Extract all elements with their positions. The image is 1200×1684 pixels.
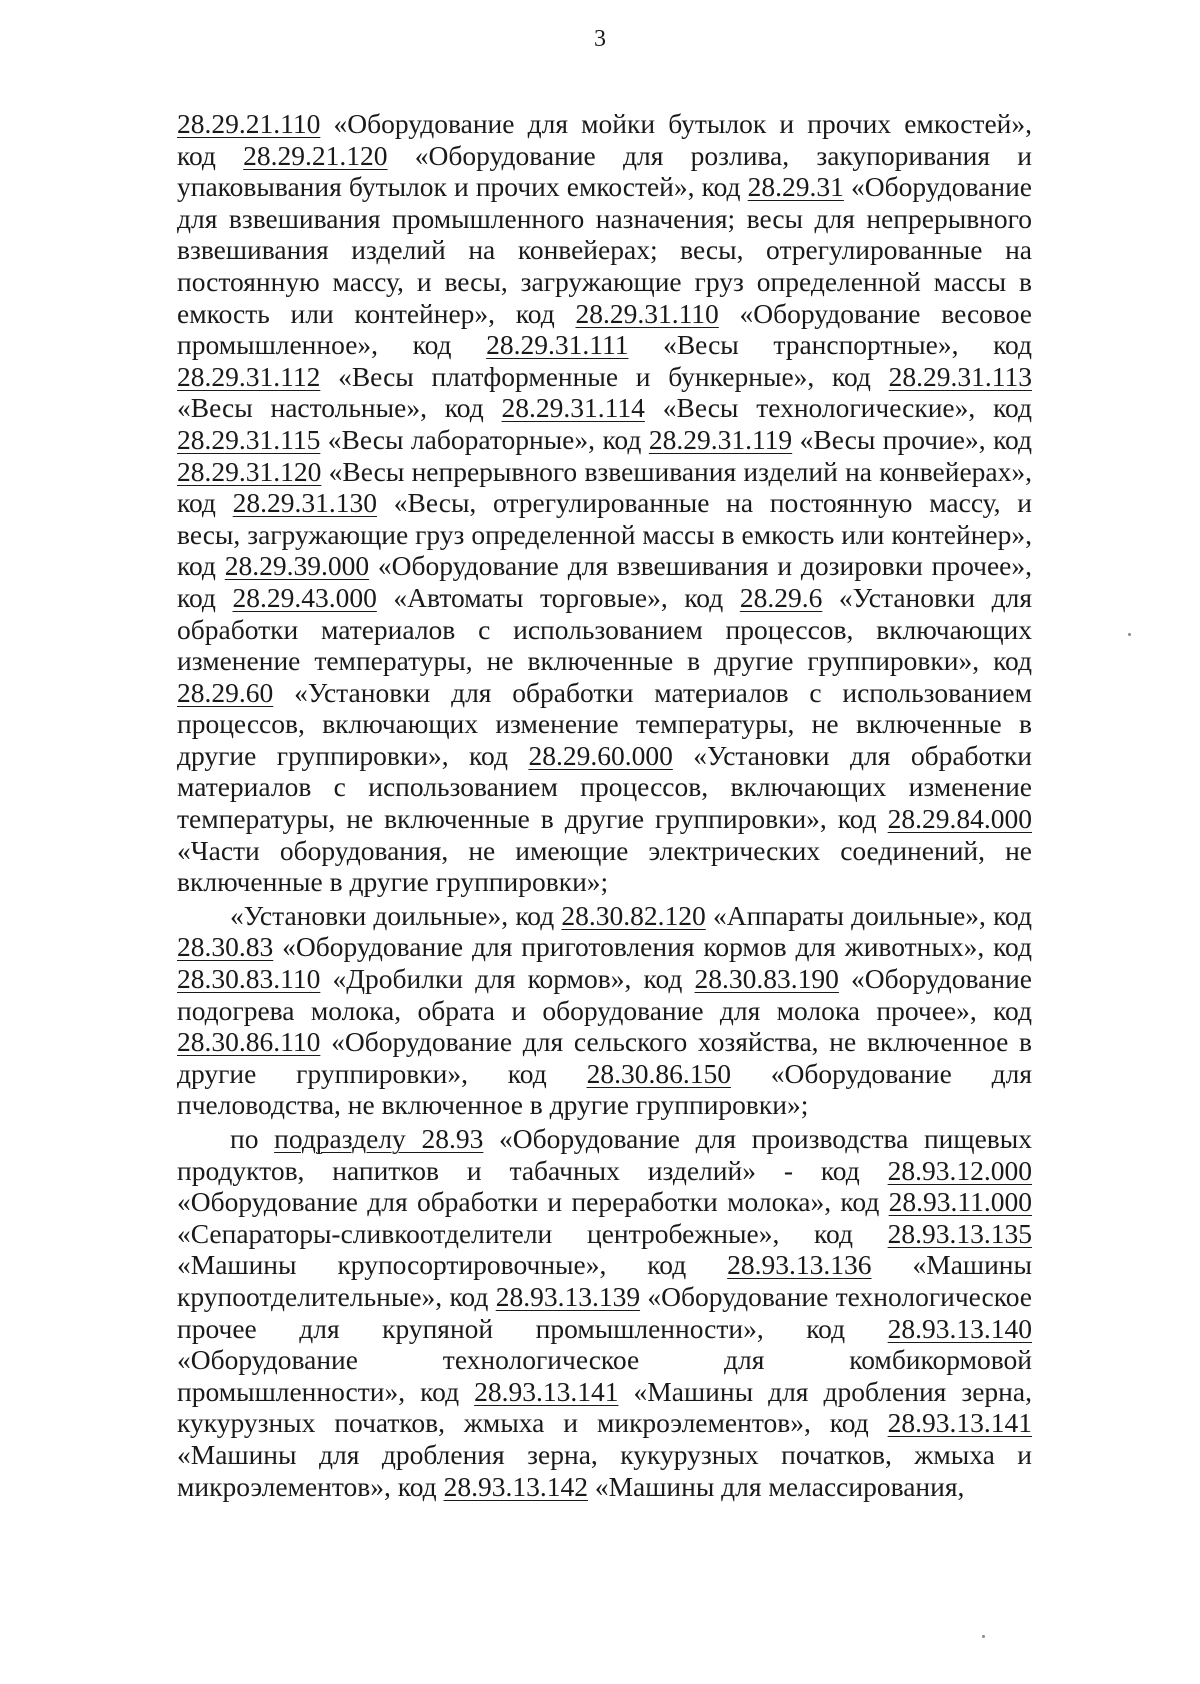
code-reference-link[interactable]: 28.30.83.190 (694, 963, 839, 995)
code-reference-link[interactable]: 28.93.13.139 (495, 1280, 641, 1312)
body-text-run: «Машины крупосортировочные», код (177, 1249, 728, 1281)
code-reference-link[interactable]: 28.29.31.130 (232, 487, 378, 519)
body-text-run: «Машины для дробления зерна, кукурузных початков, жмыха и микроэлементов», код (177, 1375, 1032, 1439)
code-reference-link[interactable]: 28.29.60.000 (528, 739, 673, 771)
code-reference-link[interactable]: 28.30.86.110 (177, 1026, 321, 1058)
code-reference-link[interactable]: 28.29.39.000 (224, 550, 370, 582)
scan-speck (982, 1635, 985, 1638)
body-text-run: «Весы настольные», код (177, 392, 502, 424)
code-reference-link[interactable]: 28.29.31.111 (486, 329, 629, 361)
page-number: 3 (594, 26, 606, 52)
code-reference-link[interactable]: 28.29.31.113 (888, 360, 1032, 392)
body-text-run: «Весы непрерывного взвешивания изделий на конвейерах», код (177, 455, 1032, 519)
code-reference-link[interactable]: 28.93.13.142 (443, 1470, 588, 1502)
code-reference-link[interactable]: 28.29.31 (747, 171, 844, 203)
code-reference-link[interactable]: 28.93.13.136 (727, 1249, 872, 1281)
body-text-run: «Весы лабораторные», код (320, 423, 649, 455)
body-text-run: «Оборудование для мойки бутылок и прочих емкостей», код (177, 108, 1032, 171)
body-text-run: по (230, 1123, 275, 1154)
paragraph-1 (177, 108, 1032, 898)
code-reference-link[interactable]: подразделу 28.93 (274, 1123, 484, 1154)
body-text-run: «Оборудование для производства пищевых продуктов, напитков и табачных изделий» - код (177, 1123, 1032, 1186)
code-reference-link[interactable]: 28.93.13.140 (887, 1312, 1032, 1344)
code-reference-link[interactable]: 28.30.82.120 (561, 899, 706, 931)
body-text-run: «Установки для обработки материалов с использованием процессов, включающих изменение температуры, не включенные в другие группировки», код (177, 739, 1032, 835)
code-reference-link[interactable]: 28.29.31.114 (501, 392, 645, 424)
code-reference-link[interactable]: 28.29.31.120 (177, 455, 322, 487)
body-text-run: «Установки доильные», код (230, 899, 562, 931)
body-text-run: «Оборудование для взвешивания промышленного назначения; весы для непрерывного взвешивания изделий на конвейерах; весы, отрегулированные на постоянную массу, и весы, загружающие груз определенной массы в емкость или контейнер», код (177, 171, 1032, 329)
body-text-run: «Сепараторы-сливкоотделители центробежные», код (177, 1217, 888, 1249)
body-text-run: «Оборудование для пчеловодства, не включенное в другие группировки»; (177, 1057, 1032, 1121)
body-text-run: «Оборудование технологическое прочее для крупяной промышленности», код (177, 1280, 1032, 1344)
code-reference-link[interactable]: 28.30.86.150 (586, 1057, 731, 1089)
code-reference-link[interactable]: 28.29.31.110 (575, 297, 719, 329)
document-body (177, 108, 1032, 1502)
body-text-run: «Установки для обработки материалов с использованием процессов, включающих изменение температуры, не включенные в другие группировки», код (177, 676, 1032, 771)
body-text-run: «Оборудование для приготовления кормов для животных», код (273, 931, 1032, 963)
body-text-run: «Части оборудования, не имеющие электрических соединений, не включенные в другие группировки»; (177, 834, 1032, 898)
code-reference-link[interactable]: 28.29.60 (177, 676, 274, 708)
body-text-run: «Весы прочие», код (792, 423, 1032, 455)
body-text-run: «Оборудование весовое промышленное», код (177, 297, 1032, 361)
code-reference-link[interactable]: 28.29.43.000 (232, 581, 377, 613)
body-text-run: «Оборудование для обработки и переработки молока», код (177, 1186, 889, 1218)
code-reference-link[interactable]: 28.93.12.000 (887, 1154, 1032, 1186)
code-reference-link[interactable]: 28.29.84.000 (887, 803, 1032, 835)
code-reference-link[interactable]: 28.29.31.112 (177, 360, 321, 392)
code-reference-link[interactable]: 28.29.31.115 (177, 423, 321, 455)
body-text-run: «Весы платформенные и бункерные», код (320, 360, 889, 392)
code-reference-link[interactable]: 28.30.83 (177, 931, 274, 963)
code-reference-link[interactable]: 28.29.21.120 (243, 139, 388, 171)
body-text-run: «Оборудование технологическое для комбикормовой промышленности», код (177, 1344, 1032, 1407)
body-text-run: «Машины крупоотделительные», код (177, 1249, 1032, 1312)
body-text-run: «Оборудование для розлива, закупоривания и упаковывания бутылок и прочих емкостей», код (177, 139, 1032, 203)
paragraph-3 (177, 1123, 1032, 1502)
body-text-run: «Оборудование для сельского хозяйства, не включенное в другие группировки», код (177, 1026, 1032, 1089)
body-text-run: «Оборудование для взвешивания и дозировки прочее», код (177, 550, 1032, 613)
code-reference-link[interactable]: 28.93.13.135 (887, 1217, 1032, 1249)
code-reference-link[interactable]: 28.30.83.110 (177, 963, 321, 995)
code-reference-link[interactable]: 28.29.21.110 (177, 108, 321, 139)
code-reference-link[interactable]: 28.93.13.141 (474, 1375, 619, 1407)
code-reference-link[interactable]: 28.93.11.000 (888, 1186, 1032, 1218)
body-text-run: «Установки для обработки материалов с использованием процессов, включающих изменение температуры, не включенные в другие группировки», код (177, 581, 1033, 677)
body-text-run: «Машины для дробления зерна, кукурузных початков, жмыха и микроэлементов», код (177, 1438, 1032, 1502)
scan-speck (1128, 633, 1131, 636)
code-reference-link[interactable]: 28.29.6 (739, 581, 823, 613)
body-text-run: «Аппараты доильные», код (705, 899, 1032, 931)
body-text-run: «Оборудование подогрева молока, обрата и оборудование для молока прочее», код (177, 963, 1033, 1026)
body-text-run: «Машины для мелассирования, (587, 1470, 965, 1502)
body-text-run: «Весы транспортные», код (628, 329, 1032, 361)
code-reference-link[interactable]: 28.29.31.119 (648, 423, 793, 455)
body-text-run: «Дробилки для кормов», код (320, 963, 695, 995)
body-text-run: «Автоматы торговые», код (376, 581, 740, 613)
body-text-run: «Весы технологические», код (644, 392, 1032, 424)
code-reference-link[interactable]: 28.93.13.141 (887, 1407, 1032, 1439)
body-text-run: «Весы, отрегулированные на постоянную массу, и весы, загружающие груз определенной массы в емкость или контейнер», код (177, 487, 1032, 582)
paragraph-2 (177, 900, 1032, 1121)
